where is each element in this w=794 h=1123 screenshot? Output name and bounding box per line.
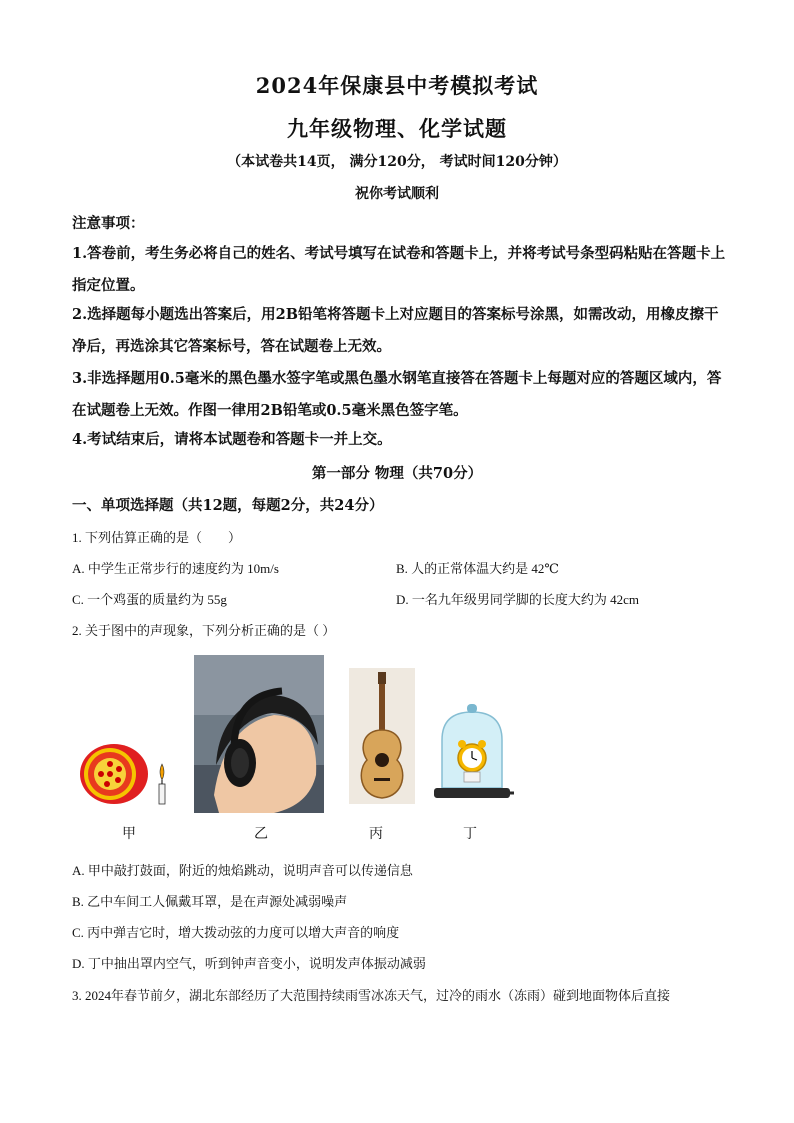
guitar-figure bbox=[349, 668, 415, 804]
q2-option-a: A. 甲中敲打鼓面，附近的烛焰跳动，说明声音可以传递信息 bbox=[72, 863, 413, 878]
q2-stem: 2. 关于图中的声现象，下列分析正确的是（ ） bbox=[72, 623, 336, 638]
part-heading: 第一部分 物理（共70分） bbox=[311, 465, 483, 482]
exam-info: （本试卷共14页， 满分120分， 考试时间120分钟） bbox=[227, 154, 567, 170]
notice-item-1: 1.答卷前，考生务必将自己的姓名、考试号填写在试卷和答题卡上，并将考试号条型码粘贴在答题卡上指定位置。 bbox=[72, 245, 726, 294]
q1-option-d: D. 一名九年级男同学脚的长度大约为 42cm bbox=[396, 592, 640, 607]
caption-ding: 丁 bbox=[463, 826, 477, 842]
caption-bing: 丙 bbox=[369, 826, 383, 842]
earmuff-worker-photo bbox=[194, 655, 324, 813]
q1-option-b: B. 人的正常体温大约是 42℃ bbox=[396, 561, 559, 576]
q1-option-a: A. 中学生正常步行的速度约为 10m/s bbox=[72, 561, 279, 576]
q2-option-b: B. 乙中车间工人佩戴耳罩，是在声源处减弱噪声 bbox=[72, 894, 348, 909]
bell-jar-figure bbox=[430, 700, 514, 804]
drum-candle-figure bbox=[74, 738, 174, 810]
section-heading: 一、单项选择题（共12题，每题2分，共24分） bbox=[72, 497, 384, 514]
notice-item-3: 3.非选择题用0.5毫米的黑色墨水签字笔或黑色墨水钢笔直接答在答题卡上每题对应的答题区域内，答在试题卷上无效。作图一律用2B铅笔或0.5毫米黑色签字笔。 bbox=[72, 370, 722, 419]
drum-icon bbox=[80, 744, 148, 804]
q2-option-c: C. 丙中弹吉它时，增大拨动弦的力度可以增大声音的响度 bbox=[72, 925, 400, 940]
exam-wish: 祝你考试顺利 bbox=[355, 186, 439, 202]
q2-option-d: D. 丁中抽出罩内空气，听到钟声音变小，说明发声体振动减弱 bbox=[72, 956, 426, 971]
q1-option-c: C. 一个鸡蛋的质量约为 55g bbox=[72, 592, 227, 607]
notice-heading: 注意事项： bbox=[72, 215, 145, 232]
q3-stem: 3. 2024年春节前夕，湖北东部经历了大范围持续雨雪冰冻天气，过冷的雨水（冻雨）碰到地面物体后直接 bbox=[72, 988, 671, 1003]
exam-subtitle: 九年级物理、化学试题 bbox=[287, 116, 507, 141]
caption-yi: 乙 bbox=[254, 826, 268, 842]
exam-title: 2024年保康县中考模拟考试 bbox=[255, 73, 539, 98]
notice-item-4: 4.考试结束后，请将本试题卷和答题卡一并上交。 bbox=[72, 431, 392, 448]
caption-jia: 甲 bbox=[122, 826, 136, 842]
q1-stem: 1. 下列估算正确的是（ ） bbox=[72, 530, 242, 545]
notice-item-2: 2.选择题每小题选出答案后，用2B铅笔将答题卡上对应题目的答案标号涂黑，如需改动，用橡皮擦干净后，再选涂其它答案标号，答在试题卷上无效。 bbox=[72, 306, 719, 355]
jar-base bbox=[434, 788, 510, 798]
candle-icon bbox=[159, 764, 165, 804]
